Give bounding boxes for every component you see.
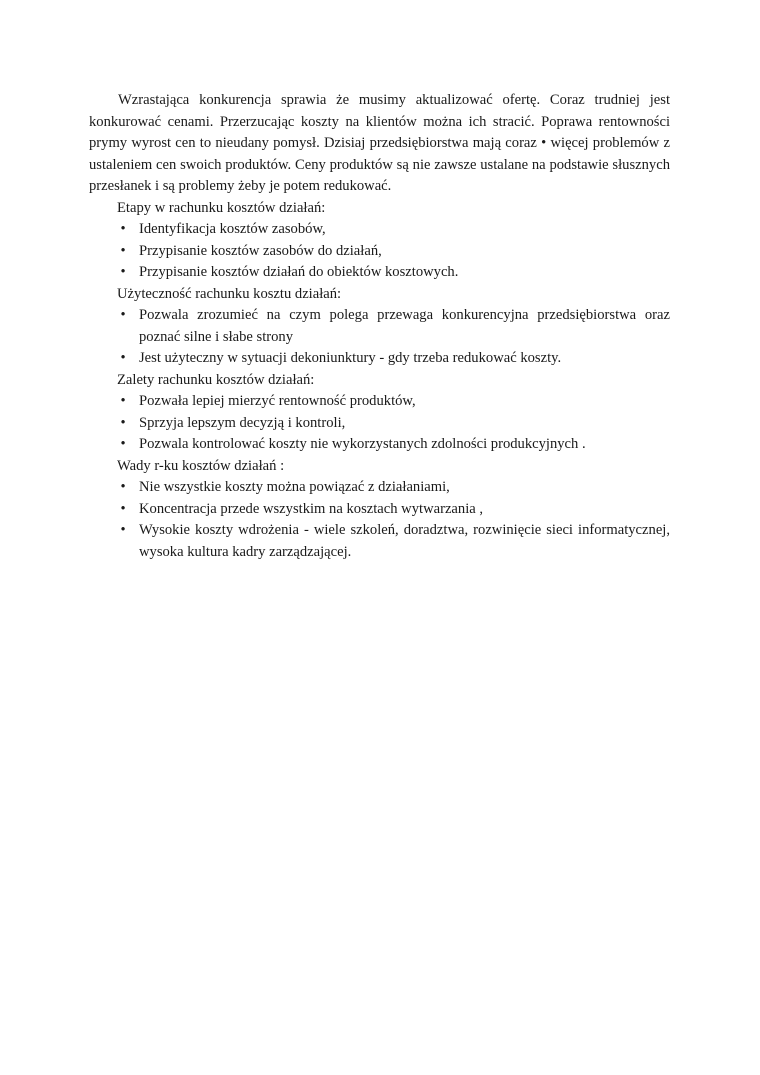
list-item-text: Koncentracja przede wszystkim na kosztach wytwarzania , bbox=[139, 500, 484, 517]
list-item-text: Pozwala kontrolować koszty nie wykorzystanych zdolności produkcyjnych . bbox=[139, 436, 586, 452]
list-item-text: Identyfikacja kosztów zasobów, bbox=[139, 221, 326, 237]
intro-paragraph: Wzrastająca konkurencja sprawia że musimy aktualizować ofertę. Coraz trudniej jest konkurować cenami. Przerzucając koszty na klientów można ich stracić. Poprawa rentowności prymy wyrost cen to nieudany pomysł. Dzisiaj przedsiębiorstwa mają coraz • więcej problemów z ustaleniem cen swoich produktów. Ceny produktów są nie zawsze ustalane na podstawie słusznych przesłanek i są problemy żeby je potem redukować. bbox=[89, 92, 670, 194]
list-item-text: Pozwala zrozumieć na czym polega przewaga konkurencyjna przedsiębiorstwa oraz poznać silne i słabe strony bbox=[139, 307, 670, 345]
section-heading-etapy: Etapy w rachunku kosztów działań: bbox=[117, 199, 326, 216]
bullet-icon: • bbox=[120, 436, 126, 452]
list-item bbox=[89, 348, 670, 370]
section-heading-uzytecznosc: Użyteczność rachunku kosztu działań: bbox=[117, 285, 342, 302]
bullet-icon: • bbox=[120, 264, 126, 280]
list-item bbox=[89, 499, 670, 521]
bullet-icon: • bbox=[120, 307, 126, 323]
bullet-icon: • bbox=[120, 350, 126, 366]
list-item-text: Przypisanie kosztów zasobów do działań, bbox=[139, 242, 382, 259]
list-item bbox=[89, 477, 670, 499]
bullet-icon: • bbox=[120, 221, 126, 237]
list-item-text: Sprzyja lepszym decyzją i kontroli, bbox=[139, 414, 346, 431]
list-item bbox=[89, 434, 670, 456]
bullet-list-etapy bbox=[89, 219, 670, 284]
list-item-text: Nie wszystkie koszty można powiązać z działaniami, bbox=[139, 479, 450, 495]
list-item bbox=[89, 262, 670, 284]
bullet-icon: • bbox=[120, 393, 126, 409]
list-item-text: Przypisanie kosztów działań do obiektów kosztowych. bbox=[139, 264, 459, 280]
section-heading-zalety: Zalety rachunku kosztów działań: bbox=[117, 371, 315, 388]
list-item-text: Wysokie koszty wdrożenia - wiele szkoleń, doradztwa, rozwinięcie sieci informatycznej, wysoka kultura kadry zarządzającej. bbox=[139, 522, 670, 560]
list-item-text: Jest użyteczny w sytuacji dekoniunktury - gdy trzeba redukować koszty. bbox=[139, 350, 562, 366]
bullet-list-zalety bbox=[89, 391, 670, 456]
list-item-text: Pozwała lepiej mierzyć rentowność produktów, bbox=[139, 393, 416, 409]
bullet-list-wady bbox=[89, 477, 670, 563]
list-item bbox=[89, 413, 670, 435]
list-item bbox=[89, 391, 670, 413]
list-item bbox=[89, 520, 670, 563]
bullet-icon: • bbox=[120, 242, 126, 259]
bullet-icon: • bbox=[120, 522, 126, 538]
bullet-list-uzytecznosc bbox=[89, 305, 670, 370]
list-item bbox=[89, 219, 670, 241]
bullet-icon: • bbox=[120, 500, 126, 517]
list-item bbox=[89, 241, 670, 263]
list-item bbox=[89, 305, 670, 348]
document-body bbox=[89, 90, 670, 563]
bullet-icon: • bbox=[120, 414, 126, 431]
bullet-icon: • bbox=[120, 479, 126, 495]
section-heading-wady: Wady r-ku kosztów działań : bbox=[117, 457, 285, 474]
